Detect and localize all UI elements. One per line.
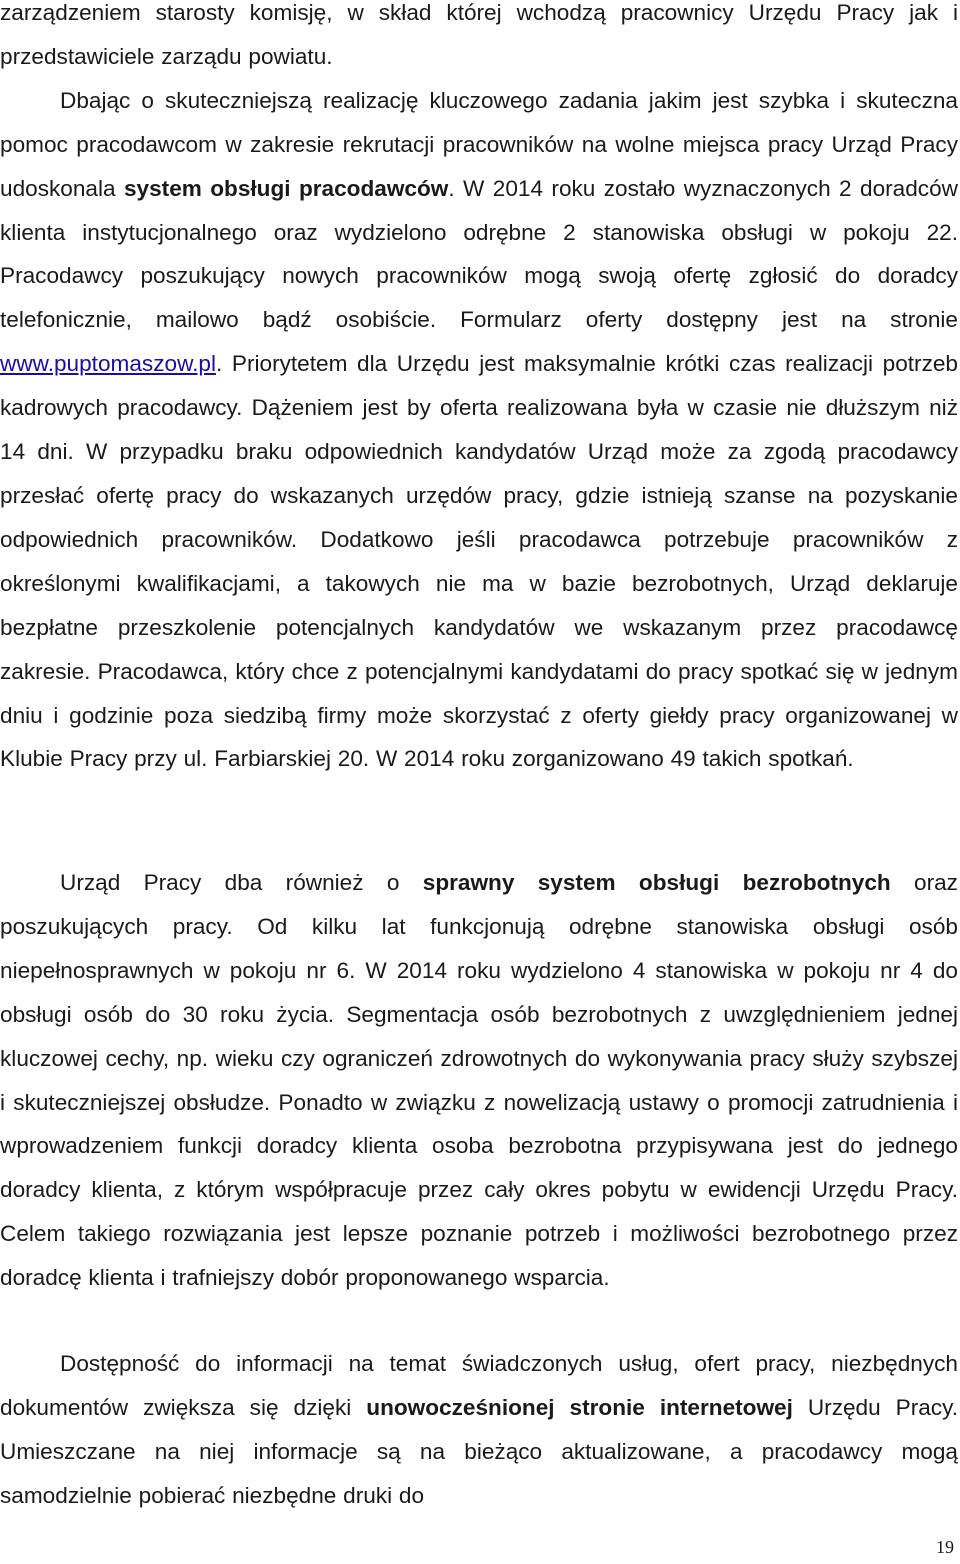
text-run: Dostępność do informacji na temat świadczonych usług, ofert pracy, niezbędnych dokumentów zwiększa się dzięki: [0, 1351, 958, 1420]
text-run: Urzędu Pracy. Umieszczane na niej informacje są na bieżąco aktualizowane, a pracodawcy mogą samodzielnie pobierać niezbędne druki do: [0, 1394, 959, 1508]
text-run: . Priorytetem dla Urzędu jest maksymalnie krótki czas realizacji potrzeb kadrowych pracodawcy. Dążeniem jest by oferta realizowana była w czasie nie dłuższym niż 14 dni. W przypadku braku odpowiednich kandydatów Urząd może za zgodą pracodawcy przesłać ofertę pracy do wskazanych urzędów pracy, gdzie istnieją szanse na pozyskanie odpowiednich pracowników. Dodatkowo jeśli pracodawca potrzebuje pracowników z określonymi kwalifikacjami, a takowych nie ma w bazie bezrobotnych, Urząd deklaruje bezpłatne przeszkolenie potencjalnych kandydatów we wskazanym przez pracodawcę zakresie. Pracodawca, który chce z potencjalnymi kandydatami do pracy spotkać się w jednym dniu i godzinie poza siedzibą firmy może skorzystać z oferty giełdy pracy organizowanej w Klubie Pracy przy ul. Farbiarskiej 20. W 2014 roku zorganizowano 49 takich spotkań.: [0, 351, 958, 772]
website-link[interactable]: www.puptomaszow.pl: [0, 351, 216, 377]
bold-phrase-unemployed-system: sprawny system obsługi bezrobotnych: [422, 870, 891, 895]
paragraph-employer-service: [0, 0, 958, 781]
text-run: Urząd Pracy dba również o: [60, 870, 423, 895]
paragraph-website-info: [0, 1342, 958, 1518]
paragraph-unemployed-service: [0, 861, 958, 1300]
text-run: zarządzeniem starosty komisję, w skład której wchodzą pracownicy Urzędu Pracy jak i przedstawiciele zarządu powiatu.: [0, 0, 958, 69]
page-number: 19: [936, 1537, 954, 1557]
text-run: . W 2014 roku zostało wyznaczonych 2 doradców klienta instytucjonalnego oraz wydzielono odrębne 2 stanowiska obsługi w pokoju 22. Pracodawcy poszukujący nowych pracowników mogą swoją ofertę zgłosić do doradcy telefonicznie, mailowo bądź osobiście. Formularz oferty dostępny jest na stronie: [0, 175, 958, 333]
text-run: Dbając o skuteczniejszą realizację kluczowego zadania jakim jest szybka i skuteczna pomoc pracodawcom w zakresie rekrutacji pracowników na wolne miejsca pracy Urząd Pracy udoskonala: [0, 87, 958, 201]
text-run: oraz poszukujących pracy. Od kilku lat funkcjonują odrębne stanowiska obsługi osób niepełnosprawnych w pokoju nr 6. W 2014 roku wydzielono 4 stanowiska w pokoju nr 4 do obsługi osób do 30 roku życia. Segmentacja osób bezrobotnych z uwzględnieniem jednej kluczowej cechy, np. wieku czy ograniczeń zdrowotnych do wykonywania pracy służy szybszej i skuteczniejszej obsłudze. Ponadto w związku z nowelizacją ustawy o promocji zatrudnienia i wprowadzeniem funkcji doradcy klienta osoba bezrobotna przypisywana jest do jednego doradcy klienta, z którym współpracuje przez cały okres pobytu w ewidencji Urzędu Pracy. Celem takiego rozwiązania jest lepsze poznanie potrzeb i możliwości bezrobotnego przez doradcę klienta i trafniejszy dobór proponowanego wsparcia.: [0, 870, 958, 1291]
bold-phrase-employer-system: system obsługi pracodawców: [123, 175, 449, 201]
bold-phrase-website: unowocześnionej stronie internetowej: [366, 1394, 793, 1420]
